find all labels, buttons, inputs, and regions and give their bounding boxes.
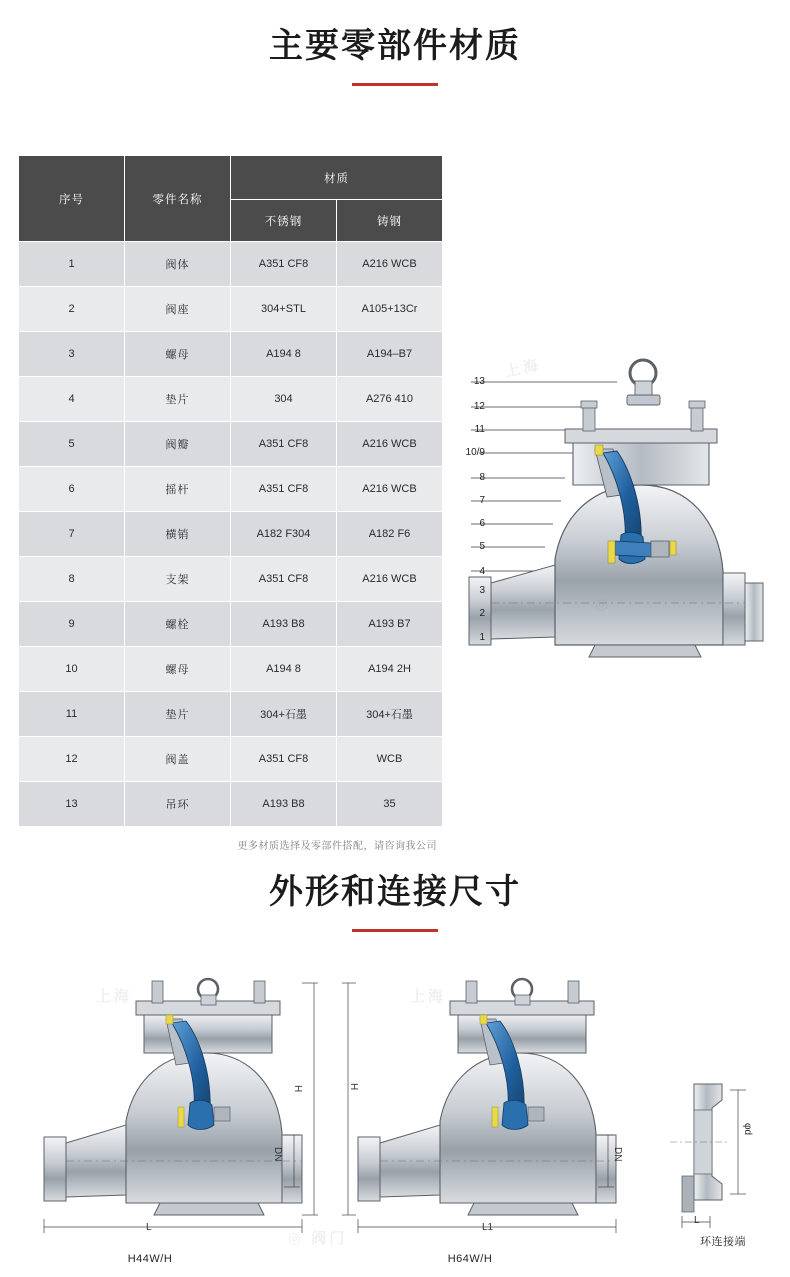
cell-part-name: 吊环 <box>125 782 231 827</box>
cell-no: 9 <box>19 602 125 647</box>
cell-cast-steel: 35 <box>337 782 443 827</box>
header-material: 材质 <box>231 156 443 200</box>
cell-cast-steel: A194–B7 <box>337 332 443 377</box>
dim-label-dn-fig2: DN <box>612 1147 623 1162</box>
cell-no: 5 <box>19 422 125 467</box>
materials-footnote: 更多材质选择及零部件搭配，请咨询我公司 <box>237 841 437 852</box>
cell-part-name: 阀盖 <box>125 737 231 782</box>
cell-part-name: 螺栓 <box>125 602 231 647</box>
table-row <box>19 287 443 332</box>
cell-stainless: 304+石墨 <box>231 692 337 737</box>
cell-no: 6 <box>19 467 125 512</box>
materials-table-body <box>19 242 443 827</box>
callout-2: 2 <box>479 608 485 619</box>
cell-cast-steel: A105+13Cr <box>337 287 443 332</box>
cell-no: 8 <box>19 557 125 602</box>
callout-3: 3 <box>479 585 485 596</box>
cell-cast-steel: A216 WCB <box>337 422 443 467</box>
table-row <box>19 332 443 377</box>
callout-10-9: 10/9 <box>465 447 485 458</box>
cell-no: 1 <box>19 242 125 287</box>
materials-section-header <box>0 26 790 86</box>
valve-section-drawing <box>445 345 780 665</box>
table-row <box>19 692 443 737</box>
valve-cross-section-svg <box>445 345 780 665</box>
cell-stainless: A182 F304 <box>231 512 337 557</box>
cell-stainless: A351 CF8 <box>231 557 337 602</box>
callout-4: 4 <box>479 566 485 577</box>
table-row <box>19 512 443 557</box>
table-row <box>19 467 443 512</box>
figure-caption-ring-joint: 环连接端 <box>700 1236 746 1248</box>
cell-cast-steel: A182 F6 <box>337 512 443 557</box>
header-stainless: 不锈钢 <box>231 200 337 242</box>
table-row <box>19 602 443 647</box>
cell-part-name: 支架 <box>125 557 231 602</box>
cell-stainless: A194 8 <box>231 647 337 692</box>
cell-no: 4 <box>19 377 125 422</box>
cell-cast-steel: A193 B7 <box>337 602 443 647</box>
cell-stainless: A351 CF8 <box>231 242 337 287</box>
materials-table-head <box>19 156 443 242</box>
cell-cast-steel: WCB <box>337 737 443 782</box>
cell-stainless: 304+STL <box>231 287 337 332</box>
callout-8: 8 <box>479 472 485 483</box>
table-row <box>19 422 443 467</box>
cell-part-name: 垫片 <box>125 377 231 422</box>
figure-caption-h44: H44W/H <box>127 1253 173 1265</box>
callout-12: 12 <box>473 401 485 412</box>
cell-stainless: A194 8 <box>231 332 337 377</box>
cell-no: 10 <box>19 647 125 692</box>
watermark-mark-3: 上海 <box>96 988 133 1005</box>
cell-part-name: 横销 <box>125 512 231 557</box>
cell-cast-steel: A216 WCB <box>337 467 443 512</box>
cell-cast-steel: 304+石墨 <box>337 692 443 737</box>
cell-cast-steel: A216 WCB <box>337 557 443 602</box>
callout-5: 5 <box>479 541 485 552</box>
watermark-mark-4: 上海 <box>410 988 447 1005</box>
table-row <box>19 737 443 782</box>
table-row <box>19 242 443 287</box>
dim-label-l-fig3: L <box>694 1215 700 1226</box>
cell-stainless: A193 B8 <box>231 602 337 647</box>
callout-7: 7 <box>479 495 485 506</box>
cell-stainless: A351 CF8 <box>231 737 337 782</box>
table-header-row-1 <box>19 156 443 200</box>
header-part-name: 零件名称 <box>125 156 231 242</box>
cell-no: 12 <box>19 737 125 782</box>
cell-part-name: 摇杆 <box>125 467 231 512</box>
materials-table-wrapper <box>18 155 443 852</box>
cell-cast-steel: A194 2H <box>337 647 443 692</box>
page-title-dimensions: 外形和连接尺寸 <box>269 873 521 911</box>
cell-cast-steel: A216 WCB <box>337 242 443 287</box>
dim-label-h-fig2: H <box>348 1083 359 1091</box>
cell-stainless: A351 CF8 <box>231 422 337 467</box>
dimension-figures-row <box>0 975 790 1275</box>
callout-1: 1 <box>479 632 485 643</box>
ring-joint-end-figure <box>660 1080 780 1240</box>
cell-no: 11 <box>19 692 125 737</box>
cell-cast-steel: A276 410 <box>337 377 443 422</box>
table-row <box>19 782 443 827</box>
cell-stainless: A351 CF8 <box>231 467 337 512</box>
cell-part-name: 阀座 <box>125 287 231 332</box>
callout-6: 6 <box>479 518 485 529</box>
callout-13: 13 <box>473 376 485 387</box>
dim-label-phi-d: φd <box>742 1123 753 1136</box>
callout-11: 11 <box>474 424 485 435</box>
header-no: 序号 <box>19 156 125 242</box>
dim-label-l-fig1: L <box>146 1222 152 1233</box>
dim-label-h-fig1: H <box>292 1085 303 1093</box>
cell-stainless: A193 B8 <box>231 782 337 827</box>
valve-figure-h44 <box>26 975 326 1235</box>
figure-caption-h64: H64W/H <box>447 1253 493 1265</box>
title-underline-rule <box>352 83 438 86</box>
cell-part-name: 螺母 <box>125 332 231 377</box>
cell-no: 7 <box>19 512 125 557</box>
watermark-mark-5: ◎ 阀门 <box>288 1230 348 1247</box>
table-row <box>19 647 443 692</box>
table-row <box>19 377 443 422</box>
title-underline-rule-2 <box>352 929 438 932</box>
valve-figure-h64 <box>340 975 640 1235</box>
cell-no: 2 <box>19 287 125 332</box>
page-title-materials: 主要零部件材质 <box>269 27 521 65</box>
cell-part-name: 螺母 <box>125 647 231 692</box>
table-row <box>19 557 443 602</box>
header-cast-steel: 铸钢 <box>337 200 443 242</box>
watermark-mark-1: 上海 <box>503 356 543 381</box>
cell-no: 3 <box>19 332 125 377</box>
cell-part-name: 垫片 <box>125 692 231 737</box>
materials-table <box>18 155 443 827</box>
cell-stainless: 304 <box>231 377 337 422</box>
cell-part-name: 阀体 <box>125 242 231 287</box>
dim-label-dn-fig1: DN <box>272 1147 283 1162</box>
cell-part-name: 阀瓣 <box>125 422 231 467</box>
cell-no: 13 <box>19 782 125 827</box>
dim-label-l1-fig2: L1 <box>482 1222 494 1233</box>
dimensions-section-header <box>0 872 790 932</box>
